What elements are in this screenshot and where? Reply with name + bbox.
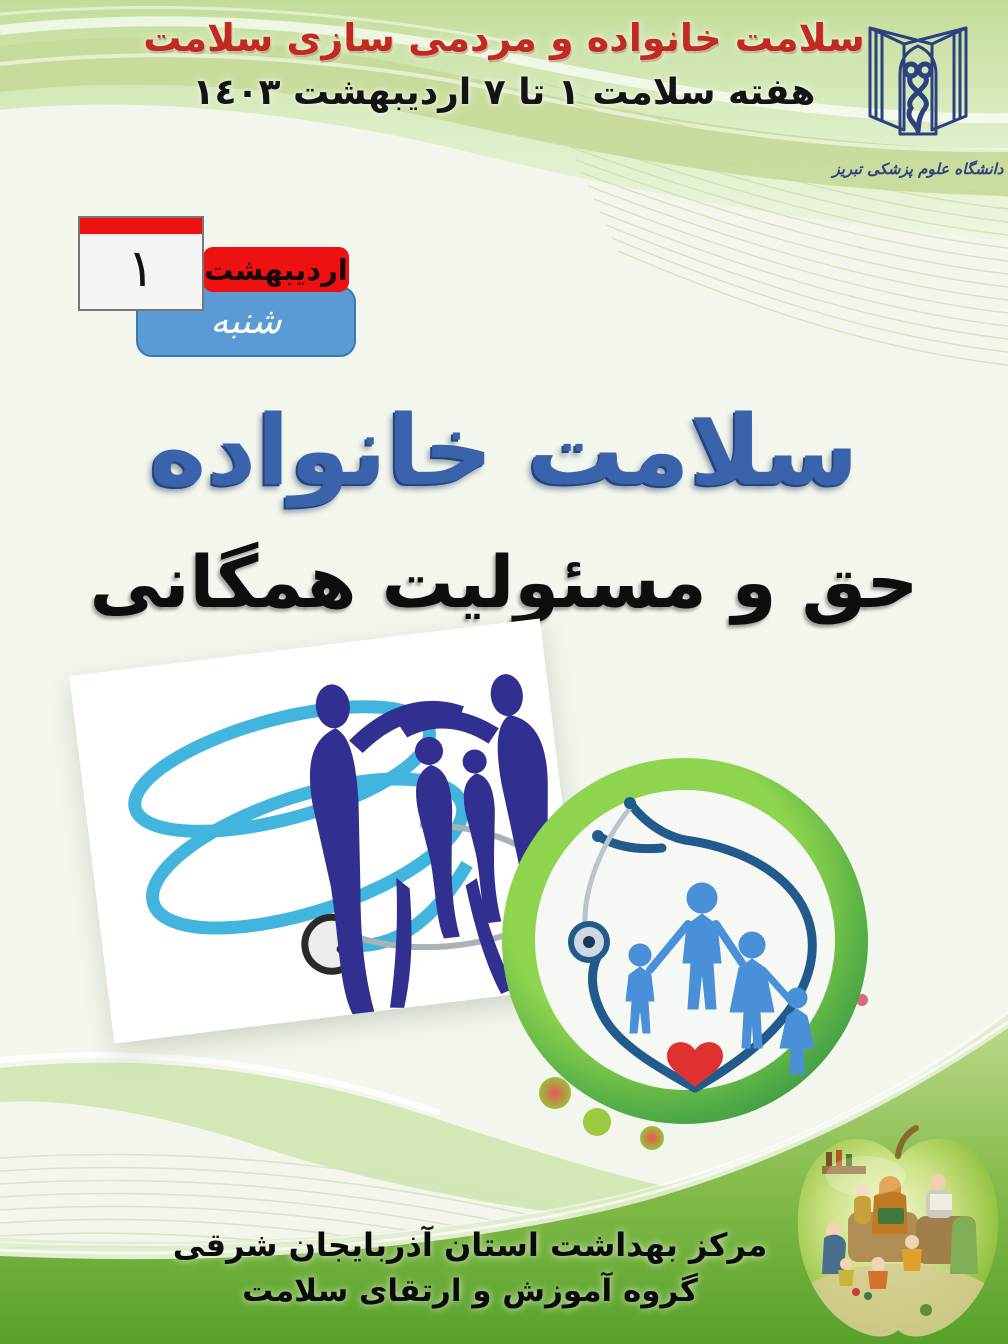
calendar-day-card <box>78 216 204 311</box>
poster-title: سلامت خانواده <box>149 394 859 507</box>
header-health-week-dates: هفته سلامت ١ تا ٧ اردیبهشت ١٤٠٣ <box>192 72 816 113</box>
calendar-month-label: اردیبهشت <box>204 252 348 287</box>
header-slogan: سلامت خانواده و مردمی سازی سلامت <box>143 16 865 60</box>
footer-credits <box>120 1226 820 1309</box>
footer-department: گروه آموزش و ارتقای سلامت <box>242 1273 698 1309</box>
calendar-month-tag <box>203 247 349 292</box>
footer-organization: مرکز بهداشت استان آذربایجان شرقی <box>172 1226 768 1264</box>
logo-caption: دانشگاه علوم پزشکی تبریز <box>832 160 1004 178</box>
family-in-apple-illustration <box>786 1124 1008 1344</box>
poster-subtitle: حق و مسئولیت همگانی <box>89 540 919 624</box>
heart-stethoscope-family-badge <box>480 748 882 1150</box>
calendar-red-bar <box>80 218 202 236</box>
calendar-day-number: ١ <box>127 238 155 299</box>
tabriz-university-logo-icon <box>840 4 996 164</box>
calendar-weekday-label: شنبه <box>210 301 282 342</box>
